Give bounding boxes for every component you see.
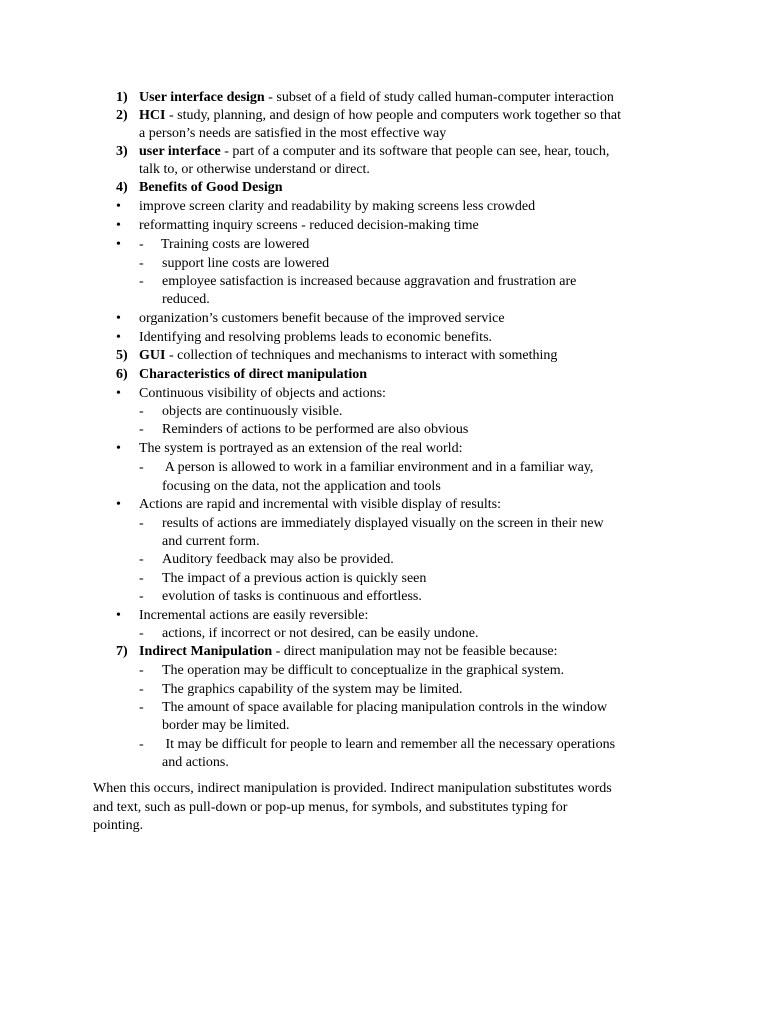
item-text: improve screen clarity and readability by making screens less crowded [139, 199, 536, 214]
dash-marker: - [139, 256, 144, 271]
dash-item [162, 588, 422, 605]
item-text: actions, if incorrect or not desired, can be easily undone. [162, 626, 479, 641]
bullet-item [139, 329, 492, 346]
dash-item [162, 421, 468, 438]
dash-marker: - [139, 682, 144, 697]
bullet-icon: • [116, 497, 121, 512]
bullet-item [139, 496, 501, 513]
bullet-item [139, 198, 535, 215]
item-text: A person is allowed to work in a familiar environment and in a familiar way, [162, 460, 594, 475]
item-term: User interface design [139, 90, 265, 105]
item-text: The operation may be difficult to conceptualize in the graphical system. [162, 663, 565, 678]
item-text: The amount of space available for placing manipulation controls in the window [162, 700, 608, 715]
dash-marker: - [139, 626, 144, 641]
continuation-line [162, 754, 229, 771]
dash-marker: - [139, 571, 144, 586]
item-text: a person’s needs are satisfied in the most effective way [139, 126, 447, 141]
closing-paragraph [93, 780, 612, 836]
item-description: - collection of techniques and mechanisms to interact with something [165, 348, 558, 363]
item-text: Identifying and resolving problems leads to economic benefits. [139, 330, 493, 345]
item-text: evolution of tasks is continuous and effortless. [162, 589, 422, 604]
item-text: It may be difficult for people to learn and remember all the necessary operations [162, 737, 616, 752]
item-text: Continuous visibility of objects and actions: [139, 386, 386, 401]
item-text: Incremental actions are easily reversible: [139, 608, 369, 623]
numbered-item [139, 179, 283, 196]
item-term: Characteristics of direct manipulation [139, 367, 367, 382]
item-text: objects are continuously visible. [162, 404, 343, 419]
dash-item [162, 459, 593, 476]
continuation-line [162, 291, 210, 308]
bullet-item [139, 310, 505, 327]
item-number: 6) [116, 367, 128, 382]
dash-marker: - [139, 460, 144, 475]
numbered-item [139, 143, 609, 160]
numbered-item [139, 643, 558, 660]
bullet-icon: • [116, 311, 121, 326]
item-text: reformatting inquiry screens - reduced decision-making time [139, 218, 479, 233]
bullet-item [139, 236, 309, 253]
item-number: 5) [116, 348, 128, 363]
dash-item [162, 736, 615, 753]
item-text: results of actions are immediately displayed visually on the screen in their new [162, 516, 604, 531]
dash-marker: - [139, 700, 144, 715]
dash-marker: - [139, 589, 144, 604]
item-number: 2) [116, 108, 128, 123]
item-text: The system is portrayed as an extension of the real world: [139, 441, 463, 456]
item-text: organization’s customers benefit because of the improved service [139, 311, 505, 326]
item-number: 7) [116, 644, 128, 659]
bullet-item [139, 440, 462, 457]
item-text: Auditory feedback may also be provided. [162, 552, 394, 567]
bullet-icon: • [116, 237, 121, 252]
item-text: Reminders of actions to be performed are also obvious [162, 422, 469, 437]
dash-marker: - [139, 552, 144, 567]
bullet-icon: • [116, 386, 121, 401]
dash-marker: - [139, 404, 144, 419]
continuation-line [162, 533, 260, 550]
item-text: The impact of a previous action is quickly seen [162, 571, 427, 586]
dash-item [162, 403, 342, 420]
dash-marker: - [139, 422, 144, 437]
bullet-icon: • [116, 608, 121, 623]
item-text: and actions. [162, 755, 229, 770]
item-description: - study, planning, and design of how people and computers work together so that [165, 108, 622, 123]
item-number: 1) [116, 90, 128, 105]
bullet-icon: • [116, 199, 121, 214]
dash-item [162, 570, 426, 587]
dash-item [162, 625, 478, 642]
continuation-line [162, 717, 290, 734]
item-text: - Training costs are lowered [139, 237, 310, 252]
continuation-line [139, 161, 370, 178]
item-text: support line costs are lowered [162, 256, 330, 271]
item-text: and current form. [162, 534, 260, 549]
bullet-icon: • [116, 441, 121, 456]
item-description: - direct manipulation may not be feasible because: [272, 644, 558, 659]
item-term: GUI [139, 348, 166, 363]
item-description: - subset of a field of study called human-computer interaction [264, 90, 614, 105]
item-text: The graphics capability of the system may be limited. [162, 682, 463, 697]
item-text: reduced. [162, 292, 210, 307]
item-text: border may be limited. [162, 718, 290, 733]
closing-line: pointing. [93, 818, 144, 833]
numbered-item [139, 107, 621, 124]
bullet-item [139, 217, 479, 234]
continuation-line [139, 125, 446, 142]
closing-line: When this occurs, indirect manipulation is provided. Indirect manipulation substitutes words [93, 781, 612, 796]
dash-item [162, 551, 394, 568]
dash-marker: - [139, 663, 144, 678]
item-number: 4) [116, 180, 128, 195]
dash-marker: - [139, 516, 144, 531]
dash-marker: - [139, 274, 144, 289]
numbered-item [139, 89, 614, 106]
dash-item [162, 515, 604, 532]
bullet-item [139, 385, 386, 402]
dash-item [162, 273, 576, 290]
item-term: Benefits of Good Design [139, 180, 283, 195]
numbered-item [139, 347, 557, 364]
dash-item [162, 255, 329, 272]
dash-marker: - [139, 737, 144, 752]
closing-line: and text, such as pull-down or pop-up menus, for symbols, and substitutes typing for [93, 799, 568, 815]
item-text: focusing on the data, not the application and tools [162, 479, 441, 494]
numbered-item [139, 366, 367, 383]
item-text: Actions are rapid and incremental with visible display of results: [139, 497, 501, 512]
bullet-icon: • [116, 330, 121, 345]
item-text: talk to, or otherwise understand or direct. [139, 162, 370, 177]
dash-item [162, 662, 564, 679]
item-description: - part of a computer and its software that people can see, hear, touch, [220, 144, 610, 159]
dash-item [162, 699, 607, 716]
continuation-line [162, 478, 441, 495]
item-number: 3) [116, 144, 128, 159]
item-term: Indirect Manipulation [139, 644, 273, 659]
dash-item [162, 681, 463, 698]
bullet-item [139, 607, 368, 624]
item-text: employee satisfaction is increased because aggravation and frustration are [162, 274, 577, 289]
bullet-icon: • [116, 218, 121, 233]
item-term: user interface [139, 144, 221, 159]
item-term: HCI [139, 108, 166, 123]
